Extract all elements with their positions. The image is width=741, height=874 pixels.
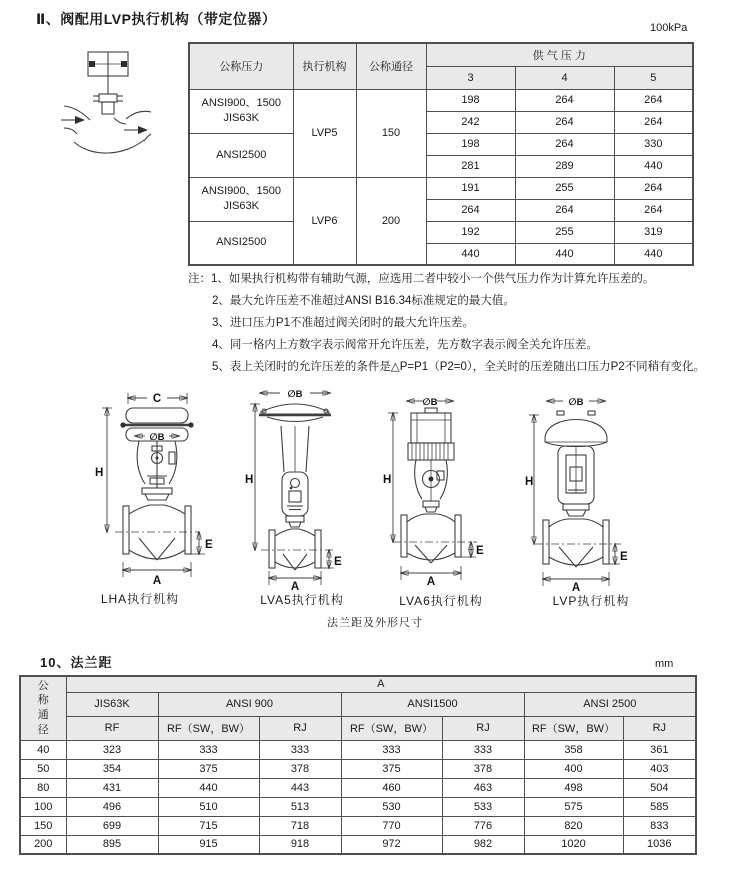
subheader-rj: RJ bbox=[259, 716, 341, 740]
value-cell: 255 bbox=[515, 177, 614, 199]
lva5-actuator-figure bbox=[245, 388, 345, 592]
actuator-cell: LVP6 bbox=[293, 177, 356, 265]
value-cell: 264 bbox=[614, 89, 693, 111]
dim-label-b: ∅B bbox=[149, 432, 165, 443]
dn-cell: 200 bbox=[20, 835, 66, 854]
value-cell: 242 bbox=[426, 111, 515, 133]
header-ansi1500: ANSI1500 bbox=[341, 692, 524, 716]
header-supply-3: 3 bbox=[426, 66, 515, 89]
dim-label-a: A bbox=[152, 575, 162, 587]
value-cell: 191 bbox=[426, 177, 515, 199]
value-cell: 585 bbox=[623, 797, 696, 816]
value-cell: 498 bbox=[524, 778, 623, 797]
header-dn-vertical bbox=[20, 676, 66, 740]
flange-unit-label: mm bbox=[655, 658, 674, 670]
header-dn: 公称通径 bbox=[356, 43, 426, 89]
value-cell: 440 bbox=[515, 243, 614, 265]
dim-label-e: E bbox=[476, 545, 484, 557]
note-line: 4、同一格内上方数字表示阀常开允许压差，先方数字表示阀全关允许压差。 bbox=[212, 339, 598, 351]
table-row bbox=[189, 89, 693, 111]
value-cell: 982 bbox=[442, 835, 524, 854]
value-cell: 198 bbox=[426, 133, 515, 155]
value-cell: 354 bbox=[66, 759, 158, 778]
value-cell: 820 bbox=[524, 816, 623, 835]
header-actuator: 执行机构 bbox=[293, 43, 356, 89]
notes-label: 注： bbox=[188, 273, 211, 285]
value-cell: 319 bbox=[614, 221, 693, 243]
header-jis63k: JIS63K bbox=[66, 692, 158, 716]
figure-caption-lva6: LVA6执行机构 bbox=[399, 594, 483, 608]
value-cell: 496 bbox=[66, 797, 158, 816]
flange-distance-table bbox=[19, 675, 697, 855]
subheader-rj: RJ bbox=[442, 716, 524, 740]
dim-label-c: C bbox=[152, 393, 162, 405]
value-cell: 915 bbox=[158, 835, 259, 854]
value-cell: 323 bbox=[66, 740, 158, 759]
pressure-class-line: JIS63K bbox=[223, 112, 259, 124]
value-cell: 918 bbox=[259, 835, 341, 854]
pressure-unit-label: 100kPa bbox=[650, 22, 688, 34]
pressure-class-cell bbox=[189, 177, 293, 221]
dim-label-a: A bbox=[426, 576, 436, 588]
dim-label-e: E bbox=[620, 551, 628, 563]
value-cell: 504 bbox=[623, 778, 696, 797]
dim-label-b: ∅B bbox=[422, 397, 438, 408]
note-line bbox=[188, 268, 705, 290]
value-cell: 375 bbox=[341, 759, 442, 778]
subheader-rf-sw-bw: RF（SW，BW） bbox=[158, 716, 259, 740]
value-cell: 715 bbox=[158, 816, 259, 835]
dim-label-a: A bbox=[290, 581, 300, 592]
value-cell: 718 bbox=[259, 816, 341, 835]
flow-out-arrow-icon bbox=[124, 126, 148, 134]
pressure-class-cell bbox=[189, 221, 293, 265]
value-cell: 460 bbox=[341, 778, 442, 797]
value-cell: 264 bbox=[515, 89, 614, 111]
value-cell: 198 bbox=[426, 89, 515, 111]
table-row bbox=[189, 177, 693, 199]
pressure-class-line: ANSI900、1500 bbox=[201, 185, 281, 198]
value-cell: 333 bbox=[259, 740, 341, 759]
dim-label-a: A bbox=[571, 582, 581, 594]
value-cell: 333 bbox=[442, 740, 524, 759]
value-cell: 192 bbox=[426, 221, 515, 243]
value-cell: 510 bbox=[158, 797, 259, 816]
table-row bbox=[20, 816, 696, 835]
value-cell: 264 bbox=[515, 111, 614, 133]
dn-cell: 50 bbox=[20, 759, 66, 778]
lha-actuator-figure bbox=[95, 392, 225, 588]
header-ansi900: ANSI 900 bbox=[158, 692, 341, 716]
table-row bbox=[20, 835, 696, 854]
dim-label-h: H bbox=[525, 476, 534, 488]
lvp-actuator-figure bbox=[525, 395, 630, 595]
value-cell: 895 bbox=[66, 835, 158, 854]
value-cell: 333 bbox=[158, 740, 259, 759]
dim-label-b: ∅B bbox=[287, 389, 303, 400]
actuator-cell: LVP5 bbox=[293, 89, 356, 177]
value-cell: 776 bbox=[442, 816, 524, 835]
pressure-class-cell bbox=[189, 133, 293, 177]
value-cell: 264 bbox=[614, 177, 693, 199]
pressure-class-line: ANSI2500 bbox=[216, 236, 267, 249]
pressure-class-line: ANSI2500 bbox=[216, 148, 267, 161]
figure-caption-lvp: LVP执行机构 bbox=[552, 594, 630, 608]
dn-cell: 100 bbox=[20, 797, 66, 816]
value-cell: 513 bbox=[259, 797, 341, 816]
value-cell: 264 bbox=[515, 133, 614, 155]
note-line: 2、最大允许压差不准超过ANSI B16.34标准规定的最大值。 bbox=[212, 295, 515, 307]
flow-in-arrow-icon bbox=[61, 116, 85, 124]
value-cell: 378 bbox=[259, 759, 341, 778]
table-row bbox=[20, 797, 696, 816]
subheader-rf: RF bbox=[66, 716, 158, 740]
value-cell: 264 bbox=[614, 111, 693, 133]
table-row bbox=[20, 740, 696, 759]
dim-label-h: H bbox=[245, 474, 254, 486]
value-cell: 972 bbox=[341, 835, 442, 854]
value-cell: 1020 bbox=[524, 835, 623, 854]
value-cell: 400 bbox=[524, 759, 623, 778]
value-cell: 440 bbox=[158, 778, 259, 797]
header-supply-pressure: 供 气 压 力 bbox=[426, 43, 693, 66]
figures-group-caption: 法兰距及外形尺寸 bbox=[327, 617, 423, 629]
value-cell: 281 bbox=[426, 155, 515, 177]
value-cell: 440 bbox=[426, 243, 515, 265]
header-supply-4: 4 bbox=[515, 66, 614, 89]
dim-label-b: ∅B bbox=[568, 397, 584, 408]
note-line: 5、表上关闭时的允许压差的条件是△P=P1（P2=0），全关时的压差随出口压力P2不同稍有变化。 bbox=[212, 361, 706, 373]
value-cell: 431 bbox=[66, 778, 158, 797]
value-cell: 333 bbox=[341, 740, 442, 759]
dn-cell: 150 bbox=[20, 816, 66, 835]
table-row bbox=[189, 133, 693, 155]
lva6-actuator-figure bbox=[383, 395, 490, 591]
value-cell: 443 bbox=[259, 778, 341, 797]
value-cell: 264 bbox=[614, 199, 693, 221]
value-cell: 375 bbox=[158, 759, 259, 778]
valve-schematic-icon bbox=[60, 48, 155, 160]
dn-cell: 80 bbox=[20, 778, 66, 797]
pressure-class-line: ANSI900、1500 bbox=[201, 97, 281, 110]
header-supply-5: 5 bbox=[614, 66, 693, 89]
value-cell: 533 bbox=[442, 797, 524, 816]
value-cell: 403 bbox=[623, 759, 696, 778]
header-pressure-class: 公称压力 bbox=[189, 43, 293, 89]
subheader-rf-sw-bw: RF（SW，BW） bbox=[524, 716, 623, 740]
dim-label-h: H bbox=[383, 474, 392, 486]
note-line: 3、进口压力P1不准超过阀关闭时的最大允许压差。 bbox=[212, 317, 474, 329]
table-row bbox=[20, 778, 696, 797]
value-cell: 358 bbox=[524, 740, 623, 759]
subheader-rj: RJ bbox=[623, 716, 696, 740]
value-cell: 833 bbox=[623, 816, 696, 835]
dim-label-h: H bbox=[95, 467, 104, 479]
value-cell: 289 bbox=[515, 155, 614, 177]
value-cell: 378 bbox=[442, 759, 524, 778]
notes-block bbox=[188, 268, 705, 378]
section-title: 10、法兰距 bbox=[40, 655, 113, 670]
figure-caption-lha: LHA执行机构 bbox=[100, 592, 180, 606]
value-cell: 463 bbox=[442, 778, 524, 797]
value-cell: 575 bbox=[524, 797, 623, 816]
header-a-span: A bbox=[66, 676, 696, 692]
header-ansi2500: ANSI 2500 bbox=[524, 692, 696, 716]
dn-cell: 200 bbox=[356, 177, 426, 265]
supply-pressure-table bbox=[188, 42, 694, 266]
value-cell: 361 bbox=[623, 740, 696, 759]
value-cell: 440 bbox=[614, 243, 693, 265]
table-row bbox=[189, 221, 693, 243]
dn-cell: 150 bbox=[356, 89, 426, 177]
table-row bbox=[20, 759, 696, 778]
pressure-class-cell bbox=[189, 89, 293, 133]
pressure-class-line: JIS63K bbox=[223, 200, 259, 212]
value-cell: 255 bbox=[515, 221, 614, 243]
dim-label-e: E bbox=[334, 556, 342, 568]
page-title: Ⅱ、阀配用LVP执行机构（带定位器） bbox=[36, 11, 277, 27]
value-cell: 440 bbox=[614, 155, 693, 177]
dn-header-text: 公称通径 bbox=[37, 679, 49, 737]
note-text: 1、如果执行机构带有辅助气源，应选用二者中较小一个供气压力作为计算允许压差的。 bbox=[211, 273, 655, 285]
value-cell: 264 bbox=[426, 199, 515, 221]
subheader-rf-sw-bw: RF（SW，BW） bbox=[341, 716, 442, 740]
value-cell: 1036 bbox=[623, 835, 696, 854]
value-cell: 530 bbox=[341, 797, 442, 816]
dn-cell: 40 bbox=[20, 740, 66, 759]
figure-caption-lva5: LVA5执行机构 bbox=[260, 593, 344, 607]
value-cell: 699 bbox=[66, 816, 158, 835]
value-cell: 770 bbox=[341, 816, 442, 835]
value-cell: 264 bbox=[515, 199, 614, 221]
dim-label-e: E bbox=[205, 539, 213, 551]
value-cell: 330 bbox=[614, 133, 693, 155]
